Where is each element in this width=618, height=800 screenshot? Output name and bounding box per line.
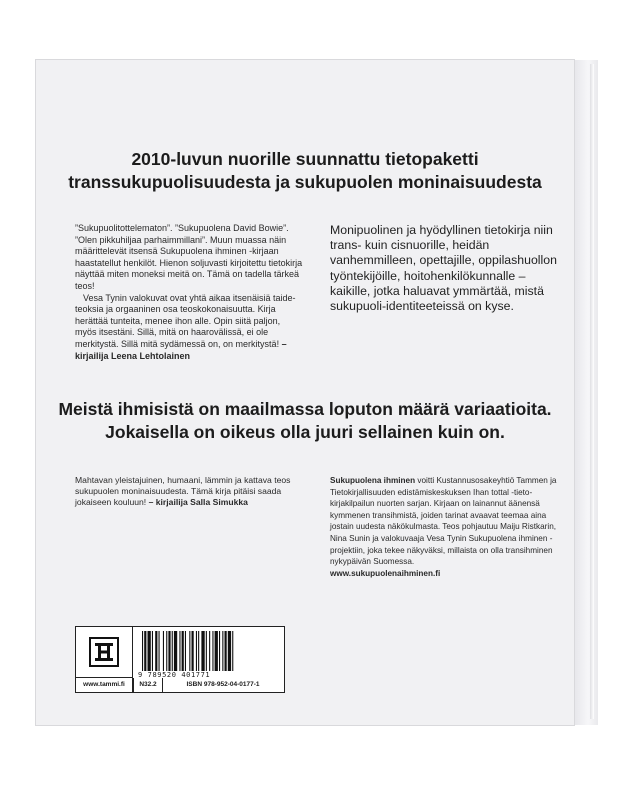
quote-salla-simukka xyxy=(75,475,300,509)
description-body: voitti Kustannusosakeyhtiö Tammen ja Tietokirjallisuuden edistämiskeskuksen Ihan tottal -tieto- kirjakilpailun nuorten sarjan. Kirjaan on lainannut äänensä kymmenen transihmistä, joiden tarinat avaavat teemaa aina jostain uudesta näkökulmasta. Teos pohjautuu Maiju Ristkarin, Nina Sunin ja valokuvaaja Vesa Tynin Sukupuolena ihminen -projektiin, joka tekee näkyväksi, millaista on olla transihminen nykypäivän Suomessa. xyxy=(330,476,557,567)
book-description xyxy=(330,475,562,579)
quote-leena-lehtolainen xyxy=(75,223,303,362)
praise-text: Monipuolinen ja hyödyllinen tietokirja niin trans- kuin cisnuorille, heidän vanhemmilleen, opettajille, oppilashuollon työntekijöille, hoitohenkilökunnalle – kaikille, jotka haluavat ymmärtää, mistä sukupuoli-identiteeteissä on kyse. xyxy=(330,223,557,314)
quote-1-paragraph-2: Vesa Tynin valokuvat ovat yhtä aikaa itsenäisiä taide- teoksia ja orgaaninen osa teoskokonaisuutta. Kirja herättää tunteita, menee ihon alle. Opin siitä paljon, myös itsestäni. Sillä, mitä on haarovälissä, ei ole merkitystä. Sillä mitä sydämessä on, on merkitystä! xyxy=(75,292,296,349)
headline-top-line-1: 2010-luvun nuorille suunnattu tietopaketti xyxy=(131,149,479,169)
page-edge xyxy=(590,64,594,719)
description-lead: Sukupuolena ihminen xyxy=(330,476,416,485)
description-url: www.sukupuolenaihminen.fi xyxy=(330,568,441,578)
quote-1-paragraph-1: ”Sukupuolitottelematon”. ”Sukupuolena David Bowie”. ”Olen pikkuhiljaa parhaimmillani”. Muun muassa näin määrittelevät itsensä Sukupuolena ihminen -kirjaan haastatellut henkilöt. Hienon soljuvasti kirjoitettu tietokirja näyttää miten moneksi meitä on. Tämä on tadella tärkeä teos! xyxy=(75,223,303,291)
headline-top xyxy=(36,148,574,194)
tammi-logo-icon xyxy=(76,627,133,678)
isbn: ISBN 978-952-04-0177-1 xyxy=(186,681,260,688)
headline-middle-line-2: Jokaisella on oikeus olla juuri sellainen kuin on. xyxy=(105,422,505,442)
quote-2-text: Mahtavan yleistajuinen, humaani, lämmin ja kattava teos sukupuolen moninaisuudesta. Tämä kirja pitäisi saada jokaiseen kouluun! xyxy=(75,475,291,508)
quote-1-signature: – kirjailija Leena Lehtolainen xyxy=(75,338,287,361)
classification-code: N32.2 xyxy=(133,678,163,692)
barcode-digits: 9 789520 401771 xyxy=(138,671,211,679)
barcode-panel xyxy=(75,626,285,693)
publisher-url: www.tammi.fi xyxy=(76,678,133,692)
quote-2-signature: – kirjailija Salla Simukka xyxy=(148,497,248,508)
headline-middle-line-1: Meistä ihmisistä on maailmassa loputon määrä variaatioita. xyxy=(58,399,552,419)
barcode-icon xyxy=(138,631,278,671)
headline-top-line-2: transsukupuolisuudesta ja sukupuolen moninaisuudesta xyxy=(68,172,542,192)
headline-middle xyxy=(36,398,574,444)
book-spine xyxy=(574,60,598,725)
